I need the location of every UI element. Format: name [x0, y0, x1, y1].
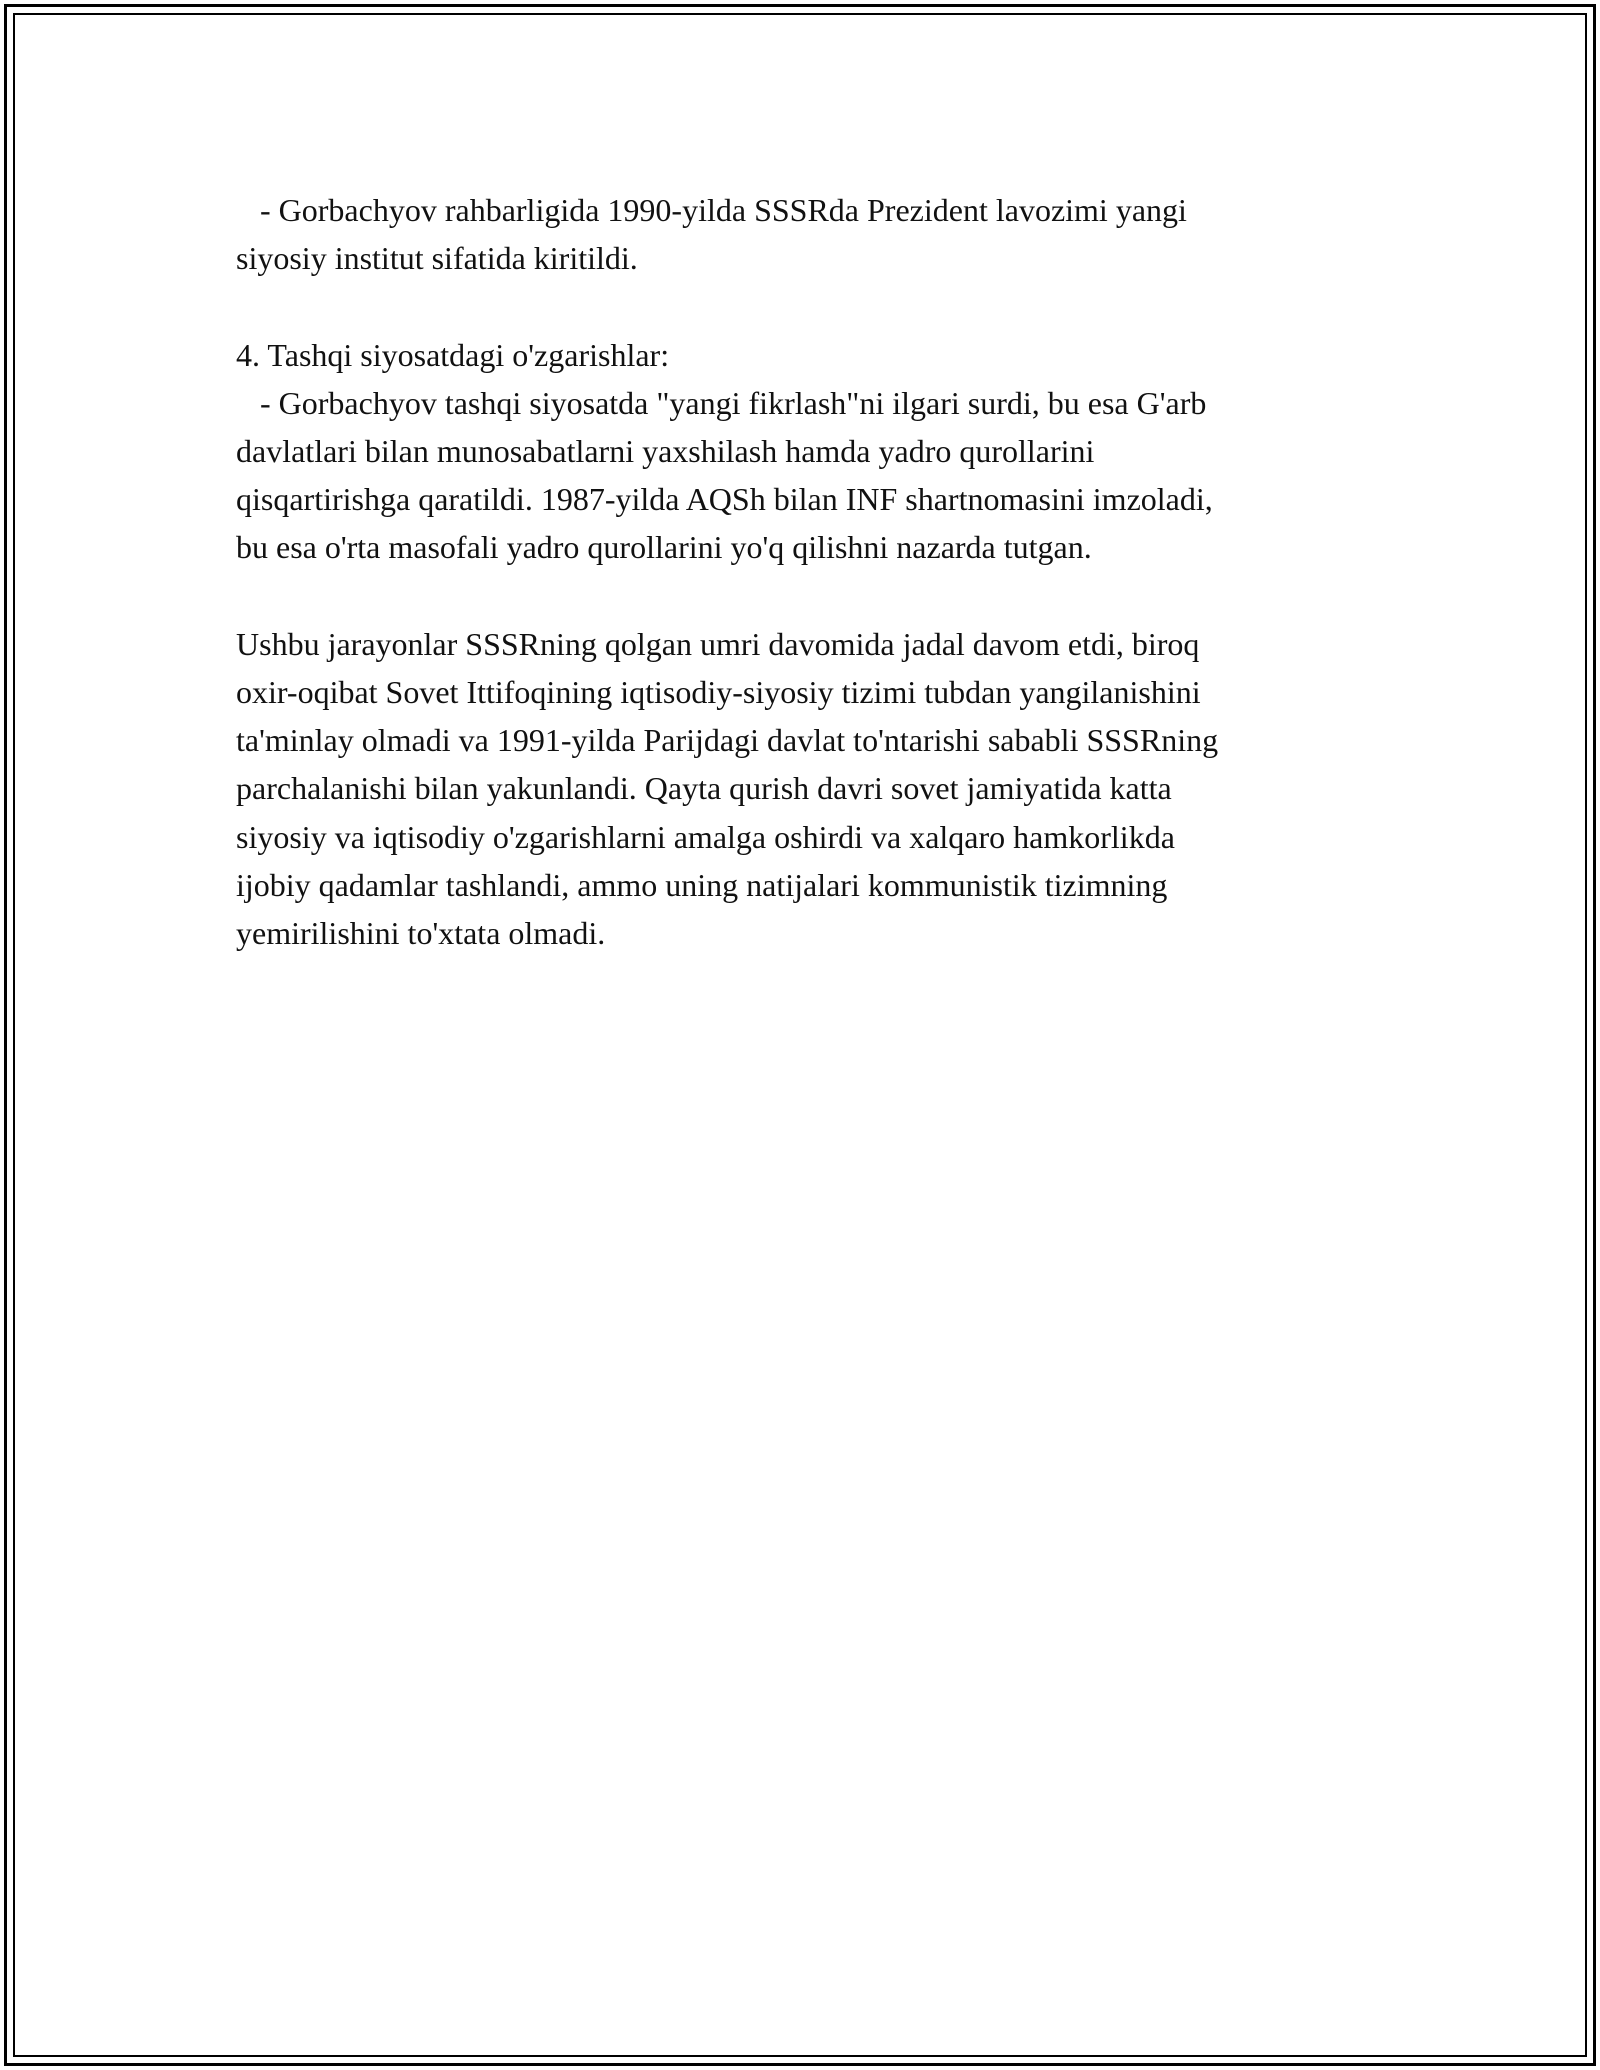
- paragraph-foreign-policy: 4. Tashqi siyosatdagi o'zgarishlar: - Gorbachyov tashqi siyosatda "yangi fikrlash"ni ilgari surdi, bu esa G'arb davlatlari bilan munosabatlarni yaxshilash hamda yadro qurollarini qisqartirishga qaratildi. 1987-yilda AQSh bilan INF shartnomasini imzoladi, bu esa o'rta masofali yadro qurollarini yo'q qilishni nazarda tutgan.: [236, 336, 1213, 566]
- paragraph-conclusion: Ushbu jarayonlar SSSRning qolgan umri davomida jadal davom etdi, biroq oxir-oqibat Sovet Ittifoqining iqtisodiy-siyosiy tizimi tubdan yangilanishini ta'minlay olmadi va 1991-yilda Parijdagi davlat to'ntarishi sababli SSSRning parchalanishi bilan yakunlandi. Qayta qurish davri sovet jamiyatida katta siyosiy va iqtisodiy o'zgarishlarni amalga oshirdi va xalqaro hamkorlikda ijobiy qadamlar tashlandi, ammo uning natijalari kommunistik tizimning yemirilishini to'xtata olmadi.: [236, 625, 1219, 952]
- paragraph-spacer: [236, 572, 1376, 620]
- document-body: [236, 186, 1376, 957]
- paragraph-president-office: - Gorbachyov rahbarligida 1990-yilda SSSRda Prezident lavozimi yangi siyosiy institut sifatida kiritildi.: [236, 192, 1187, 277]
- paragraph-spacer: [236, 282, 1376, 330]
